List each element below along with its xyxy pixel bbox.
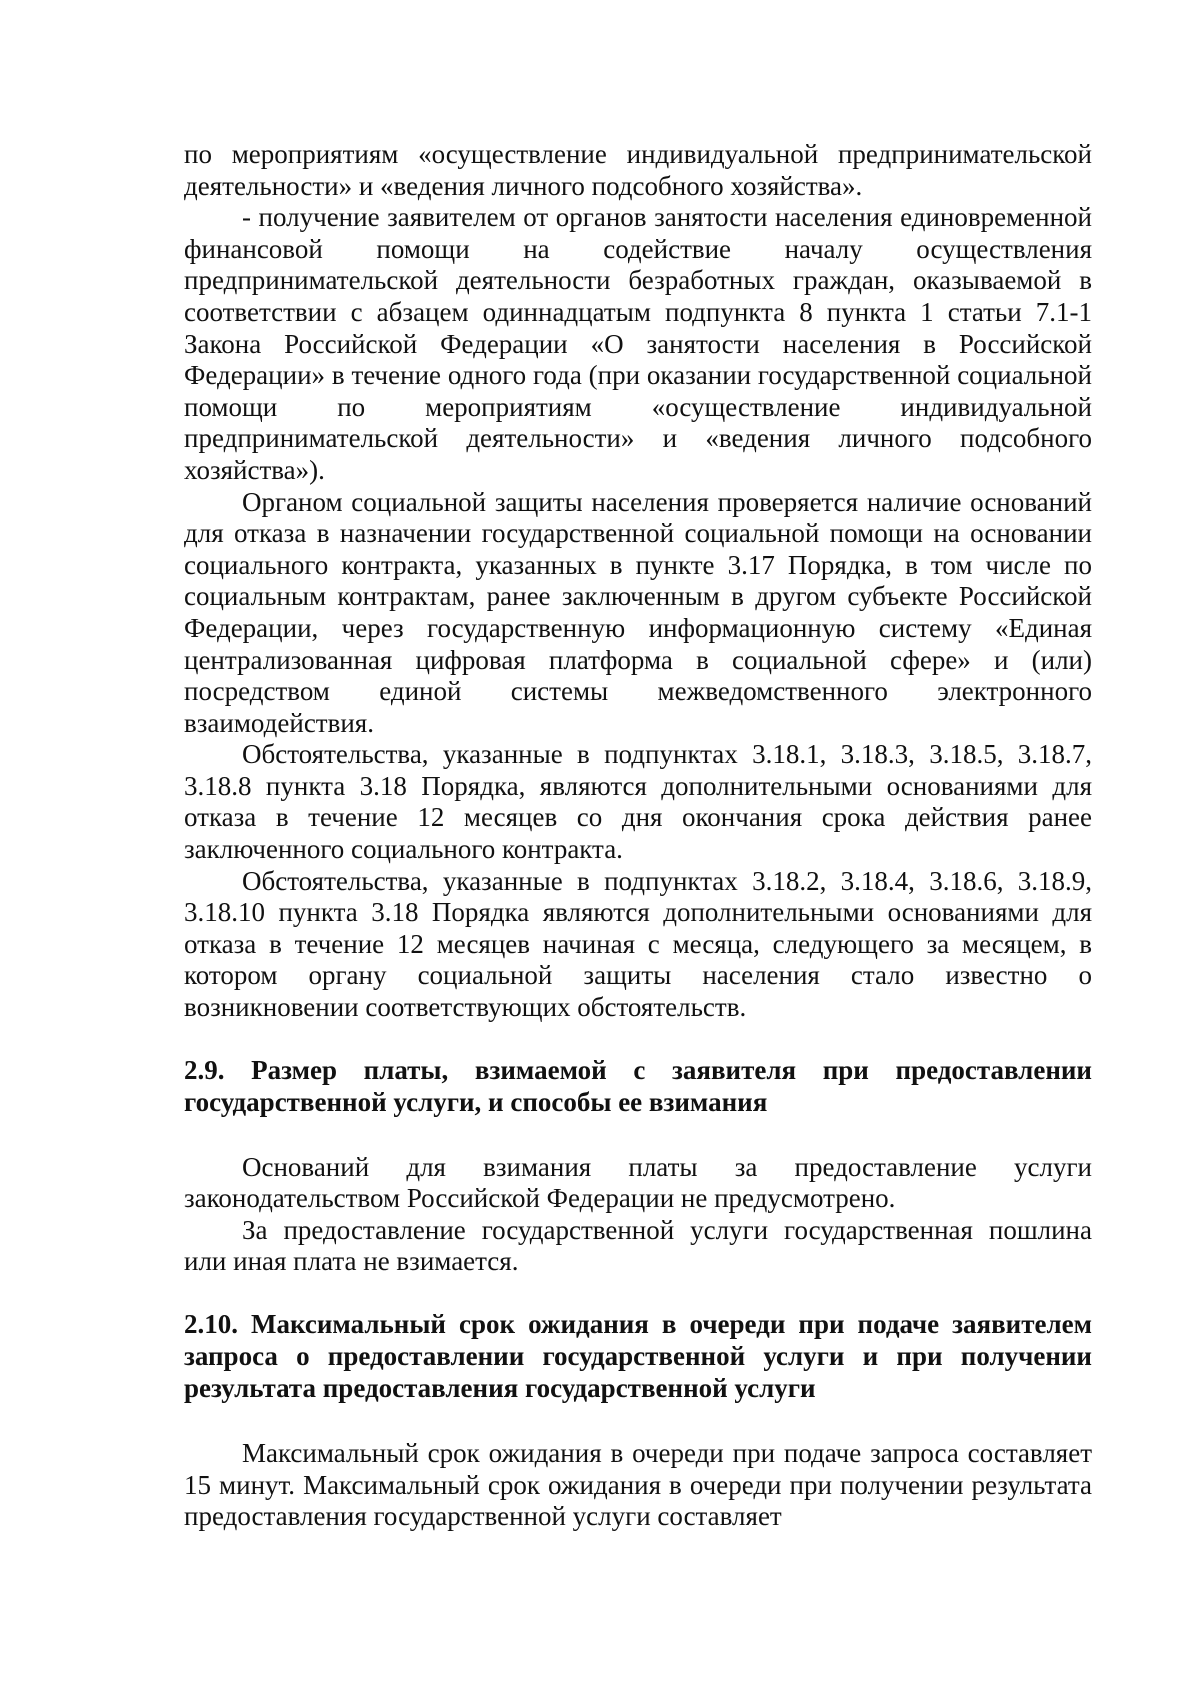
list-item-unemployment-aid: - получение заявителем от органов занятости населения единовременной финансовой помощи на содействие началу осуществления предпринимательской деятельности безработных граждан, оказываемой в соответствии с абзацем одиннадцатым подпункта 8 пункта 1 статьи 7.1-1 Закона Российской Федерации «О занятости населения в Российской Федерации» в течение одного года (при оказании государственной социальной помощи по мероприятиям «осуществление индивидуальной предпринимательской деятельности» и «ведения личного подсобного хозяйства»).	[184, 202, 1092, 485]
document-body	[184, 139, 1092, 1533]
section-heading-2-9: 2.9. Размер платы, взимаемой с заявителя при предоставлении государственной услуги, и способы ее взимания	[184, 1054, 1092, 1117]
paragraph-circumstances-1: Обстоятельства, указанные в подпунктах 3.18.1, 3.18.3, 3.18.5, 3.18.7, 3.18.8 пункта 3.18 Порядка, являются дополнительными основаниями для отказа в течение 12 месяцев со дня окончания срока действия ранее заключенного социального контракта.	[184, 739, 1092, 865]
paragraph-refusal-check: Органом социальной защиты населения проверяется наличие оснований для отказа в назначении государственной социальной помощи на основании социального контракта, указанных в пункте 3.17 Порядка, в том числе по социальным контрактам, ранее заключенным в другом субъекте Российской Федерации, через государственную информационную систему «Единая централизованная цифровая платформа в социальной сфере» и (или) посредством единой системы межведомственного электронного взаимодействия.	[184, 486, 1092, 738]
paragraph-circumstances-2: Обстоятельства, указанные в подпунктах 3.18.2, 3.18.4, 3.18.6, 3.18.9, 3.18.10 пункта 3.18 Порядка являются дополнительными основаниями для отказа в течение 12 месяцев начиная с месяца, следующего за месяцем, в котором органу социальной защиты населения стало известно о возникновении соответствующих обстоятельств.	[184, 865, 1092, 1023]
paragraph-continuation: по мероприятиям «осуществление индивидуальной предпринимательской деятельности» и «ведения личного подсобного хозяйства».	[184, 139, 1092, 201]
paragraph-fee-basis: Оснований для взимания платы за предоставление услуги законодательством Российской Федерации не предусмотрено.	[184, 1151, 1092, 1214]
paragraph-queue-time: Максимальный срок ожидания в очереди при подаче запроса составляет 15 минут. Максимальный срок ожидания в очереди при получении результата предоставления государственной услуги составляет	[184, 1438, 1092, 1532]
paragraph-fee-not-charged: За предоставление государственной услуги государственная пошлина или иная плата не взимается.	[184, 1214, 1092, 1277]
section-heading-2-10: 2.10. Максимальный срок ожидания в очереди при подаче заявителем запроса о предоставлении государственной услуги и при получении результата предоставления государственной услуги	[184, 1309, 1092, 1403]
